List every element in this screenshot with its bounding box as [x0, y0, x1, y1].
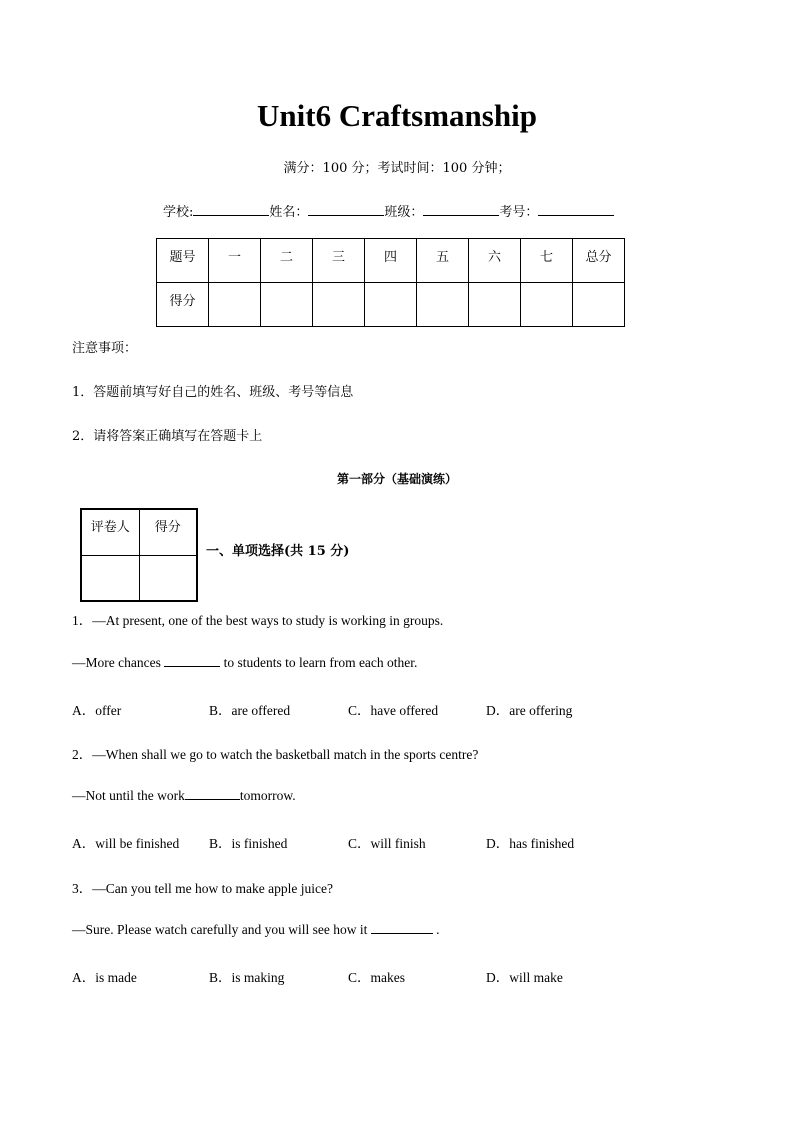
question-2-blank[interactable]	[185, 787, 240, 800]
question-1-text-before: —More chances	[72, 655, 161, 670]
grader-reviewer-label: 评卷人	[81, 509, 139, 555]
question-2-text-before: —Not until the work	[72, 788, 185, 803]
grader-score-label: 得分	[139, 509, 197, 555]
question-1-option-b[interactable]: B．are offered	[209, 703, 291, 718]
question-2-stem: 2．—When shall we go to watch the basketball match in the sports centre?	[72, 747, 479, 762]
question-1-option-d[interactable]: D．are offering	[486, 703, 573, 718]
question-2-text-after: tomorrow.	[239, 788, 296, 803]
question-3-option-b[interactable]: B．is making	[209, 970, 285, 985]
score-cell[interactable]	[313, 283, 365, 327]
class-blank[interactable]	[423, 203, 499, 216]
grader-box	[80, 508, 198, 602]
score-cell[interactable]	[209, 283, 261, 327]
question-1-blank[interactable]	[164, 654, 220, 667]
number-blank[interactable]	[538, 203, 614, 216]
question-3-text-before: —Sure. Please watch carefully and you will see how it	[72, 922, 368, 937]
score-row-label: 得分	[157, 283, 209, 327]
notes-heading: 注意事项：	[72, 341, 138, 356]
name-blank[interactable]	[308, 203, 384, 216]
question-1-stem: 1．—At present, one of the best ways to study is working in groups.	[72, 613, 444, 628]
question-3-option-d[interactable]: D．will make	[486, 970, 563, 985]
score-col-total: 总分	[573, 239, 625, 283]
score-header-row	[157, 239, 625, 283]
score-value-row	[157, 283, 625, 327]
section-title: 一、单项选择(共 15 分)	[206, 544, 350, 559]
grader-reviewer-cell[interactable]	[81, 555, 139, 601]
class-label: 班级：	[384, 205, 424, 220]
grader-score-cell[interactable]	[139, 555, 197, 601]
question-1-option-c[interactable]: C．have offered	[348, 703, 439, 718]
question-3-line2	[72, 921, 440, 938]
question-3-option-c[interactable]: C．makes	[348, 970, 405, 985]
score-col-2: 二	[261, 239, 313, 283]
score-cell[interactable]	[417, 283, 469, 327]
score-cell[interactable]	[573, 283, 625, 327]
question-1-text-after: to students to learn from each other.	[223, 655, 418, 670]
part-title: 第一部分（基础演练）	[336, 472, 457, 486]
question-3-option-a[interactable]: A．is made	[72, 970, 137, 985]
score-header-label: 题号	[157, 239, 209, 283]
score-cell[interactable]	[469, 283, 521, 327]
question-1-line2	[72, 654, 417, 671]
score-cell[interactable]	[521, 283, 573, 327]
score-col-1: 一	[209, 239, 261, 283]
question-3-stem: 3．—Can you tell me how to make apple juice?	[72, 881, 333, 896]
score-col-5: 五	[417, 239, 469, 283]
question-2-line2	[72, 787, 296, 804]
question-2-option-b[interactable]: B．is finished	[209, 836, 288, 851]
note-item-2: 2．请将答案正确填写在答题卡上	[72, 429, 263, 444]
page-title: Unit6 Craftsmanship	[257, 98, 537, 133]
question-2-option-a[interactable]: A．will be finished	[72, 836, 180, 851]
score-cell[interactable]	[365, 283, 417, 327]
school-blank[interactable]	[193, 203, 269, 216]
score-col-6: 六	[469, 239, 521, 283]
score-table	[156, 238, 625, 327]
note-item-1: 1．答题前填写好自己的姓名、班级、考号等信息	[72, 385, 354, 400]
name-label: 姓名：	[269, 205, 309, 220]
score-col-4: 四	[365, 239, 417, 283]
question-2-option-c[interactable]: C．will finish	[348, 836, 426, 851]
question-1-option-a[interactable]: A．offer	[72, 703, 122, 718]
question-2-option-d[interactable]: D．has finished	[486, 836, 575, 851]
question-3-text-after: .	[436, 922, 440, 937]
score-col-7: 七	[521, 239, 573, 283]
student-info-line	[163, 201, 614, 220]
score-cell[interactable]	[261, 283, 313, 327]
school-label: 学校:	[163, 205, 194, 220]
number-label: 考号：	[499, 205, 539, 220]
score-col-3: 三	[313, 239, 365, 283]
question-3-blank[interactable]	[371, 921, 433, 934]
exam-subtitle: 满分：100 分；考试时间：100 分钟；	[283, 161, 511, 176]
